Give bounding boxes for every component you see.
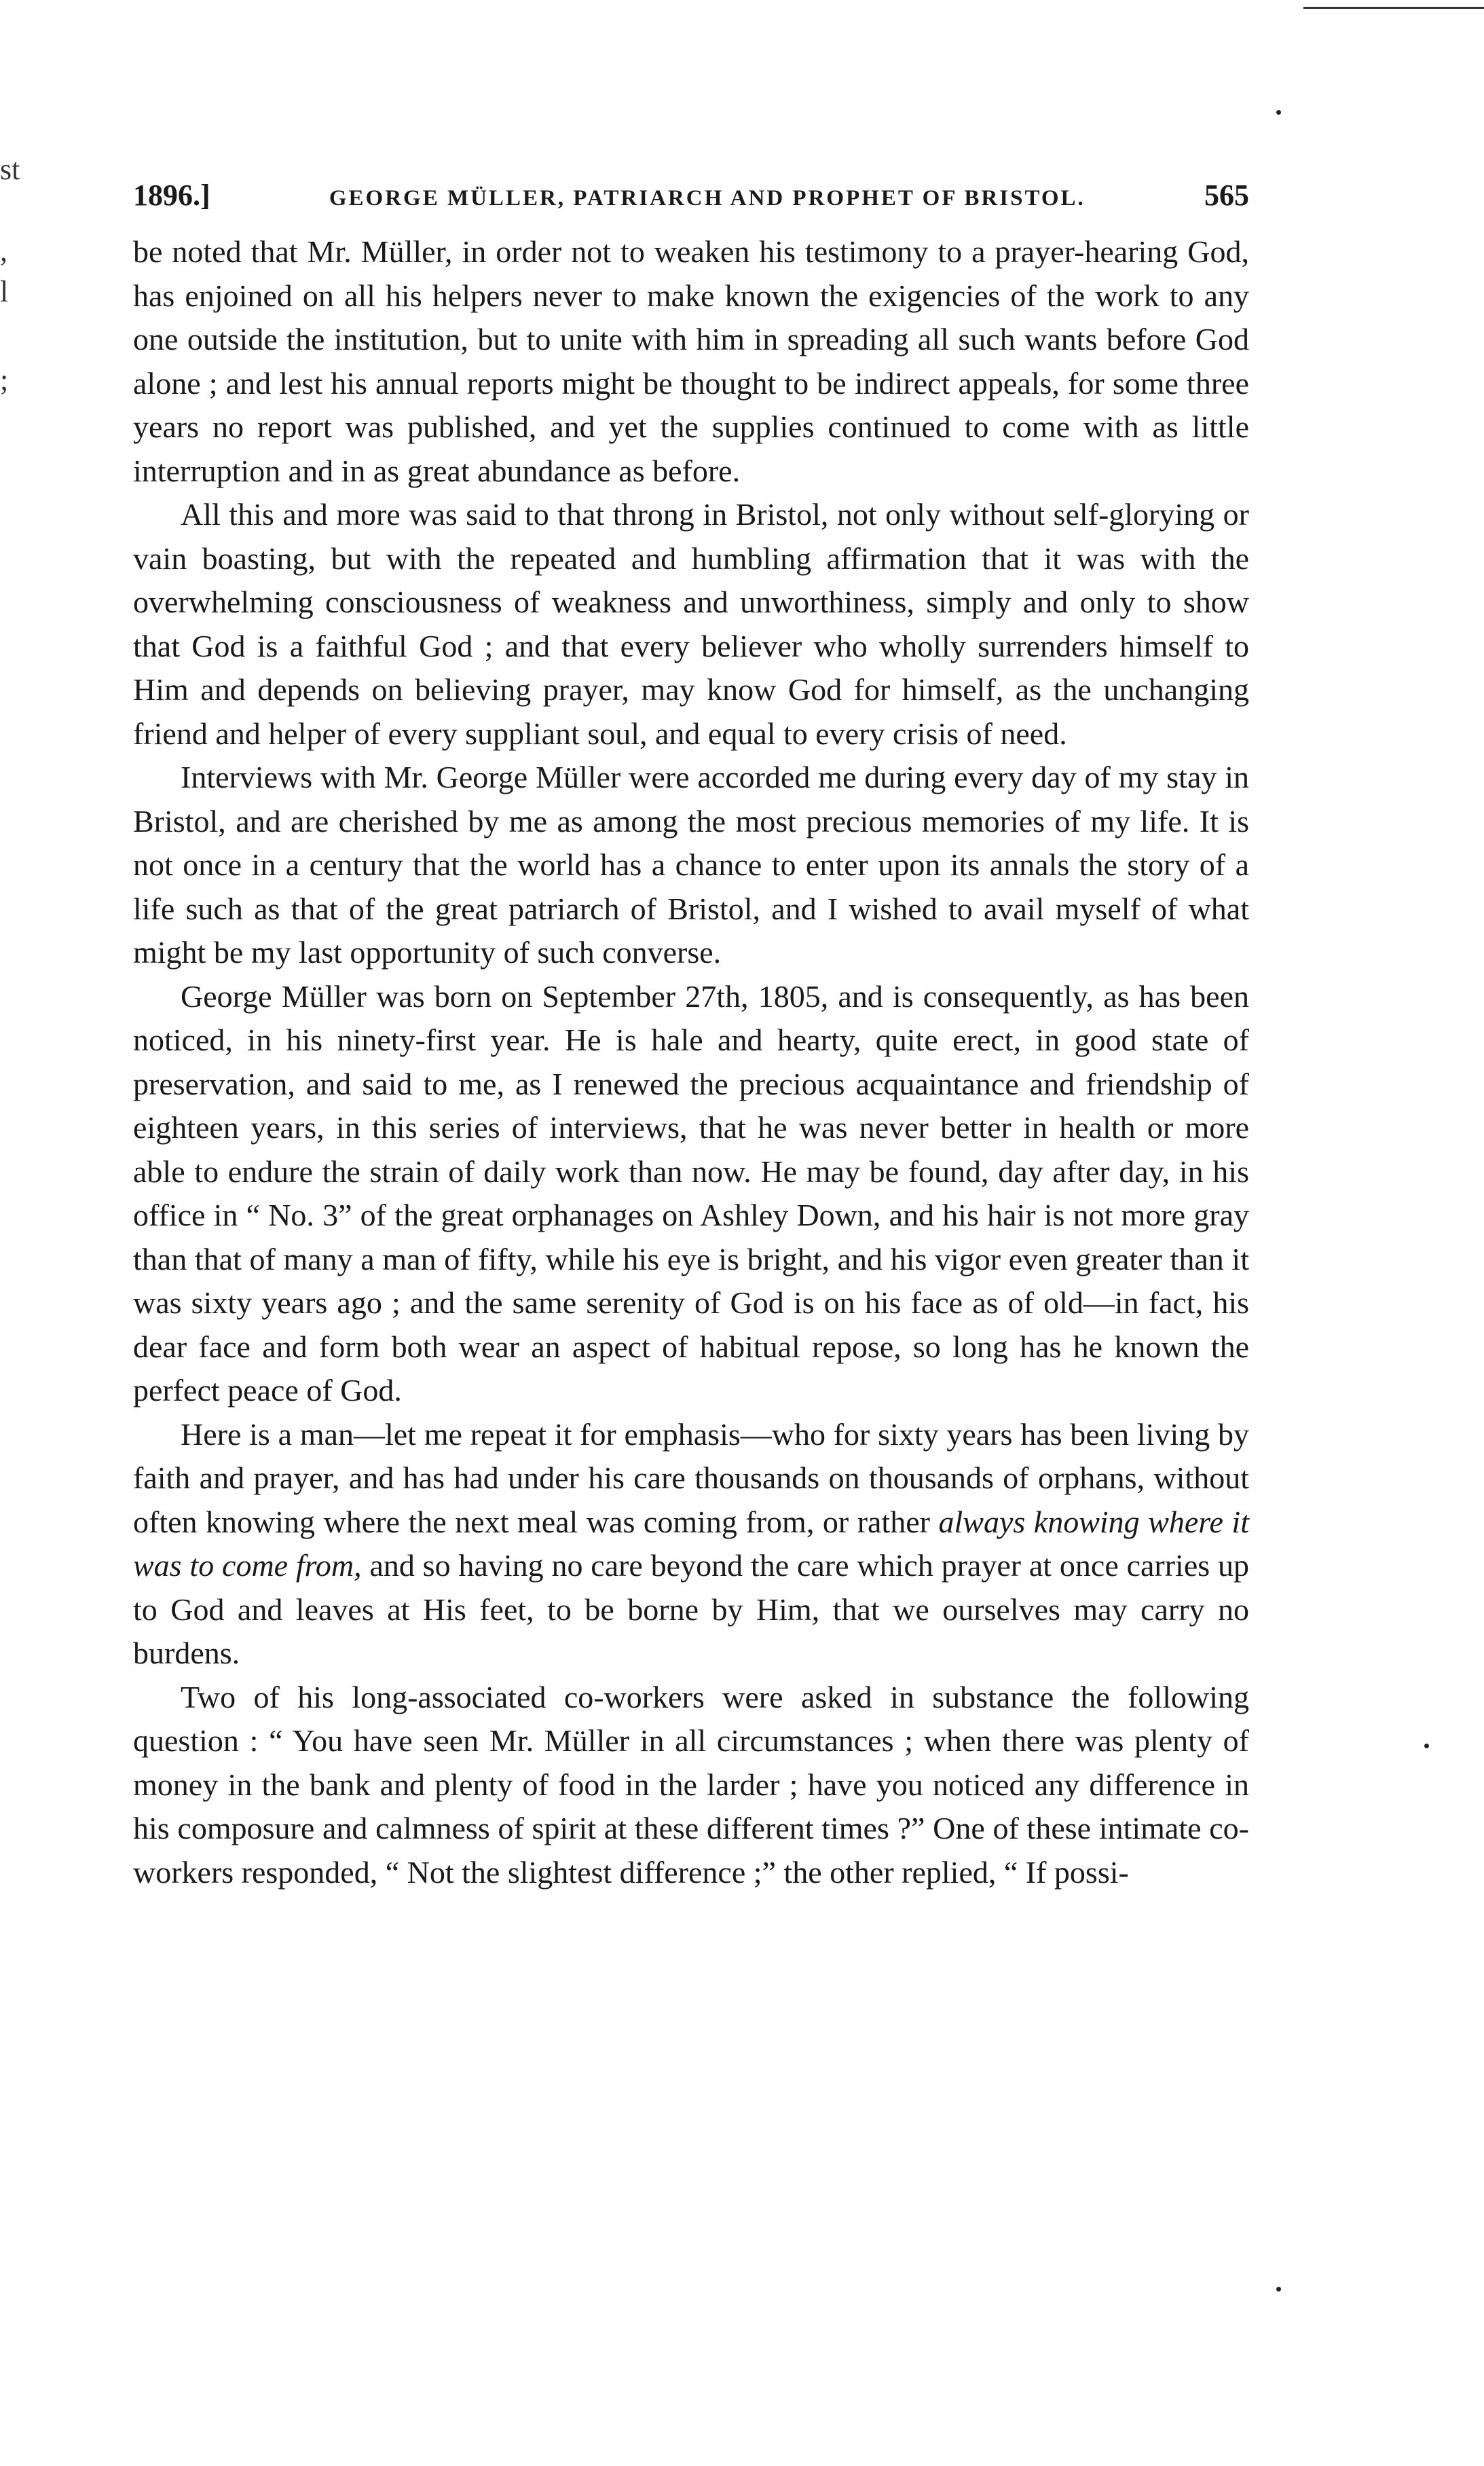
paragraph — [133, 1676, 1249, 1895]
paragraph-text: George Müller was born on September 27th, 1805, and is consequently, as has been noticed, in his ninety-first year. He is hale and hearty, quite erect, in good state of preservation, and said to me, as I renewed the precious acquaintance and friendship of eighteen years, in this series of interviews, that he was never better in health or more able to endure the strain of daily work than now. He may be found, day after day, in his office in “ No. 3” of the great orphanages on Ashley Down, and his hair is not more gray than that of many a man of fifty, while his eye is bright, and his vigor even greater than it was sixty years ago ; and the same serenity of God is on his face as of old—in fact, his dear face and form both wear an aspect of habitual repose, so long has he known the perfect peace of God. — [133, 978, 1249, 1407]
page-number: 565 — [1204, 179, 1249, 212]
running-head-title: GEORGE MÜLLER, PATRIARCH AND PROPHET OF BRISTOL. — [329, 186, 1086, 210]
paragraph-text: Interviews with Mr. George Müller were accorded me during every day of my stay in Bristol, and are cherished by me as among the most precious memories of my life. It is not once in a century that the world has a chance to enter upon its annals the story of a life such as that of the great patriarch of Bristol, and I wished to avail myself of what might be my last opportunity of such converse. — [133, 760, 1249, 970]
margin-mark: l — [0, 275, 9, 308]
margin-dot — [1276, 110, 1281, 115]
paragraph — [133, 756, 1249, 975]
running-head — [133, 178, 1249, 213]
top-edge-rule — [1303, 7, 1484, 9]
paragraph-text: and so having no care beyond the care which prayer at once carries up to God and leaves at His feet, to be borne by Him, that we ourselves may carry no burdens. — [133, 1548, 1249, 1670]
margin-dot — [1424, 1744, 1429, 1748]
paragraph-text: be noted that Mr. Müller, in order not to weaken his testimony to a prayer-hearing God, has enjoined on all his helpers never to make known the exigencies of the work to any one outside the institution, but to unite with him in spreading all such wants before God alone ; and lest his annual reports might be thought to be indirect appeals, for some three years no report was published, and yet the supplies continued to come with as little interruption and in as great abundance as before. — [133, 234, 1249, 488]
left-margin-marks — [0, 153, 27, 401]
paragraph — [133, 975, 1249, 1413]
paragraph-text: Two of his long-associated co-workers were asked in substance the following question : “ You have seen Mr. Müller in all circumstances ; when there was plenty of money in the bank and plenty of food in the larder ; have you noticed any difference in his composure and calmness of spirit at these different times ?” One of these intimate co-workers responded, “ Not the slightest difference ;” the other replied, “ If possi- — [133, 1679, 1249, 1890]
italic-emphasis: always knowing where it was to come from, — [133, 1504, 1249, 1583]
margin-mark: st — [0, 153, 20, 186]
paragraph — [133, 230, 1249, 493]
paragraph-text: All this and more was said to that throng in Bristol, not only without self-glorying or vain boasting, but with the repeated and humbling affirmation that it was with the overwhelming consciousness of weakness and unworthiness, simply and only to show that God is a faithful God ; and that every believer who wholly surrenders himself to Him and depends on believing prayer, may know God for himself, as the unchanging friend and helper of every suppliant soul, and equal to every crisis of need. — [133, 497, 1249, 751]
body-text — [133, 230, 1249, 1894]
document-page — [133, 178, 1249, 1894]
margin-mark: ; — [0, 363, 9, 397]
margin-mark: , — [0, 234, 7, 268]
paragraph-text: Here is a man—let me repeat it for emphasis—who for sixty years has been living by faith and prayer, and has had under his care thousands on thousands of orphans, without often knowing where the next meal was coming from, or rather — [133, 1416, 1249, 1539]
running-head-year: 1896.] — [133, 179, 210, 212]
margin-dot — [1276, 2287, 1281, 2292]
paragraph — [133, 1413, 1249, 1676]
paragraph — [133, 493, 1249, 756]
